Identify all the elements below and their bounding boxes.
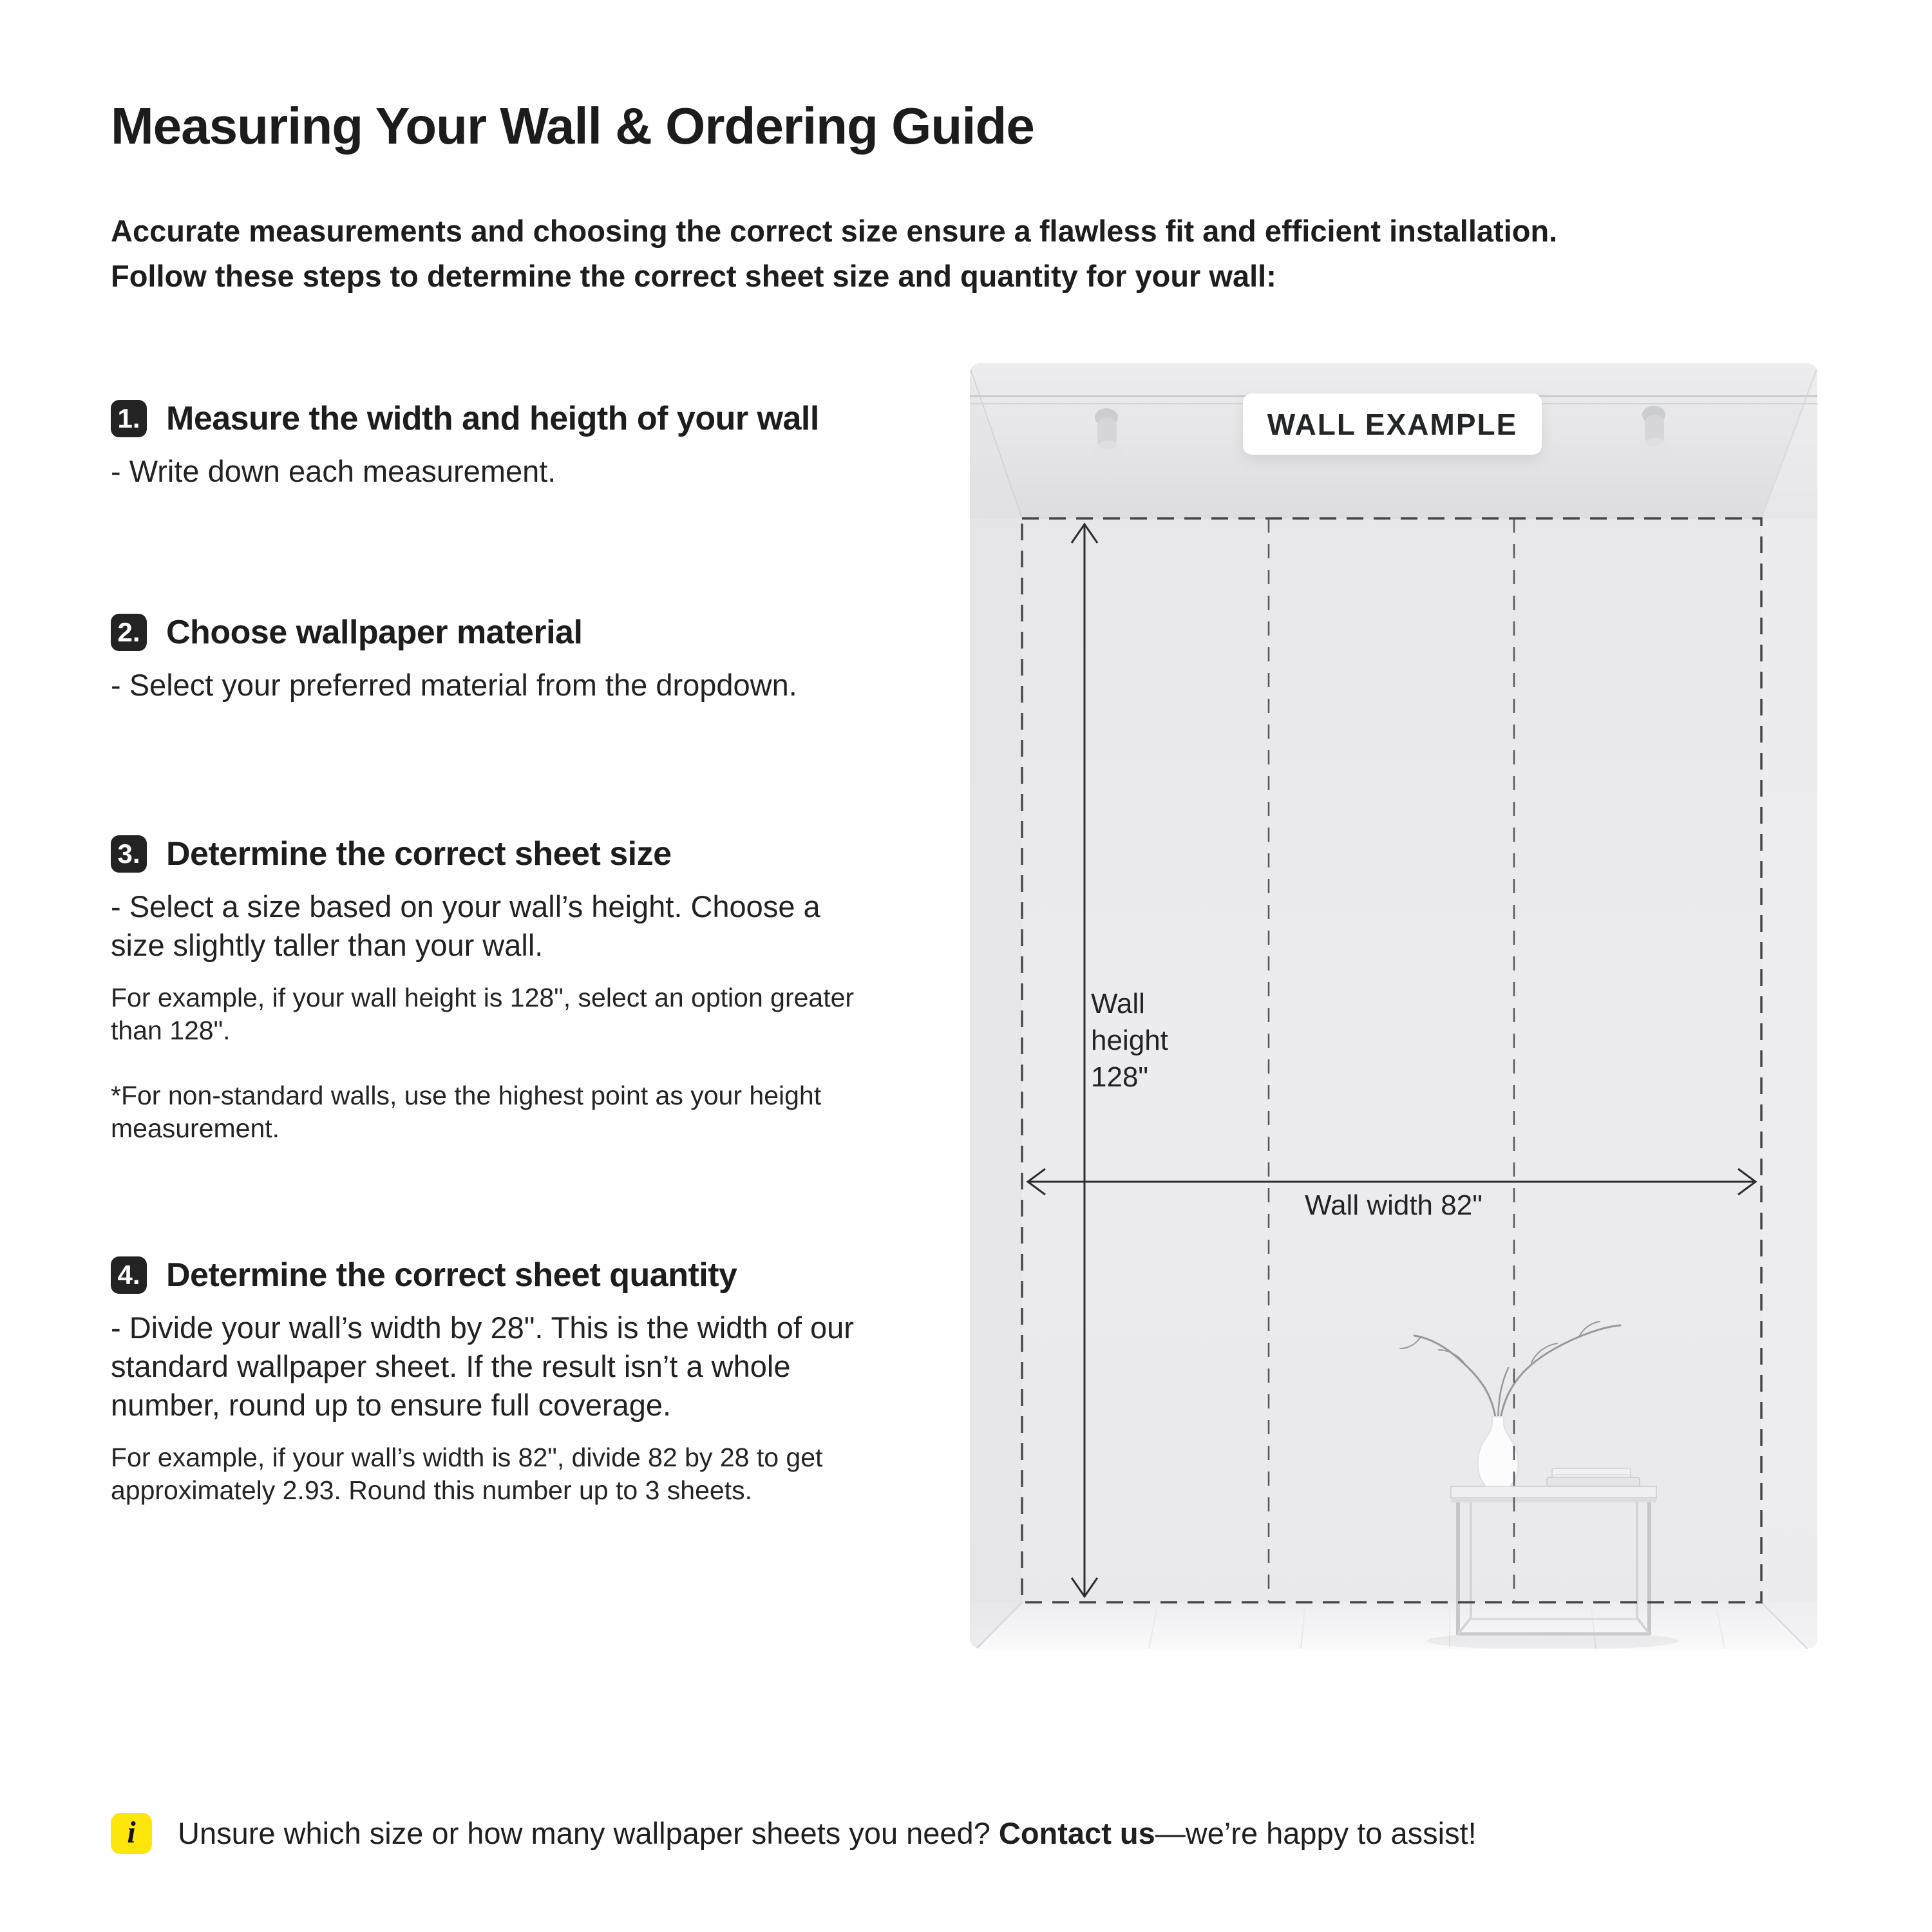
step-1-header bbox=[111, 399, 980, 438]
wall-height-label: Wall height 128" bbox=[1091, 988, 1168, 1093]
left-wall bbox=[970, 376, 1022, 1649]
step-4-body bbox=[111, 1309, 980, 1425]
right-wall bbox=[1761, 376, 1817, 1649]
wall-width-label: Wall width 82" bbox=[1305, 1189, 1482, 1221]
step-3-body-line: size slightly taller than your wall. bbox=[111, 928, 544, 962]
footer-note-prefix: Unsure which size or how many wallpaper sheets you need? bbox=[178, 1816, 999, 1850]
footer-note bbox=[111, 1783, 1477, 1884]
page-title: Measuring Your Wall & Ordering Guide bbox=[111, 97, 1034, 155]
step-4-example-line: approximately 2.93. Round this number up to 3 sheets. bbox=[111, 1475, 752, 1505]
step-4-example-line: For example, if your wall’s width is 82", divide 82 by 28 to get bbox=[111, 1443, 823, 1472]
step-1-number-badge: 1. bbox=[111, 400, 147, 437]
step-3-example-line: For example, if your wall height is 128", select an option greater bbox=[111, 983, 855, 1012]
step-4-header bbox=[111, 1256, 980, 1294]
contact-us-link[interactable]: Contact us bbox=[998, 1816, 1155, 1850]
step-2 bbox=[111, 613, 980, 705]
table-top bbox=[1451, 1486, 1656, 1498]
step-3-footnote-line: measurement. bbox=[111, 1113, 280, 1143]
step-1-body bbox=[111, 452, 980, 491]
step-3-heading: Determine the correct sheet size bbox=[166, 835, 672, 873]
intro-line: Accurate measurements and choosing the correct size ensure a flawless fit and efficient installation. bbox=[111, 214, 1558, 248]
step-4-heading: Determine the correct sheet quantity bbox=[166, 1256, 737, 1294]
wall-example-photo bbox=[970, 363, 1817, 1649]
step-3-footnote-line: *For non-standard walls, use the highest point as your height bbox=[111, 1081, 822, 1110]
intro-paragraph bbox=[111, 209, 1557, 299]
step-2-body bbox=[111, 666, 980, 705]
step-3-footnote bbox=[111, 1079, 980, 1145]
step-1-heading: Measure the width and heigth of your wall bbox=[166, 400, 819, 437]
step-4 bbox=[111, 1256, 980, 1507]
intro-line: Follow these steps to determine the correct sheet size and quantity for your wall: bbox=[111, 259, 1276, 293]
step-3-header bbox=[111, 835, 980, 873]
step-3-example-note bbox=[111, 981, 980, 1047]
books bbox=[1547, 1468, 1640, 1486]
step-2-body-line: - Select your preferred material from the dropdown. bbox=[111, 668, 797, 702]
step-4-body-line: number, round up to ensure full coverage. bbox=[111, 1388, 672, 1422]
step-2-heading: Choose wallpaper material bbox=[166, 614, 583, 651]
step-4-example-note bbox=[111, 1441, 980, 1507]
step-1 bbox=[111, 399, 980, 491]
step-4-body-line: standard wallpaper sheet. If the result isn’t a whole bbox=[111, 1349, 791, 1383]
table-top-edge bbox=[1451, 1498, 1656, 1502]
step-2-number-badge: 2. bbox=[111, 614, 147, 651]
step-3-number-badge: 3. bbox=[111, 835, 147, 873]
step-3-example-line: than 128". bbox=[111, 1016, 231, 1045]
step-3-body bbox=[111, 887, 980, 965]
step-1-body-line: - Write down each measurement. bbox=[111, 454, 556, 488]
step-3-body-line: - Select a size based on your wall’s height. Choose a bbox=[111, 889, 820, 923]
step-4-number-badge: 4. bbox=[111, 1256, 147, 1294]
step-4-body-line: - Divide your wall’s width by 28". This is the width of our bbox=[111, 1311, 854, 1345]
wall-example-label: WALL EXAMPLE bbox=[1243, 393, 1542, 455]
info-icon: i bbox=[111, 1813, 152, 1854]
floor bbox=[970, 1602, 1817, 1649]
step-3 bbox=[111, 835, 980, 1145]
footer-note-suffix: —we’re happy to assist! bbox=[1155, 1816, 1477, 1850]
step-2-header bbox=[111, 613, 980, 652]
footer-note-text bbox=[178, 1813, 1477, 1854]
